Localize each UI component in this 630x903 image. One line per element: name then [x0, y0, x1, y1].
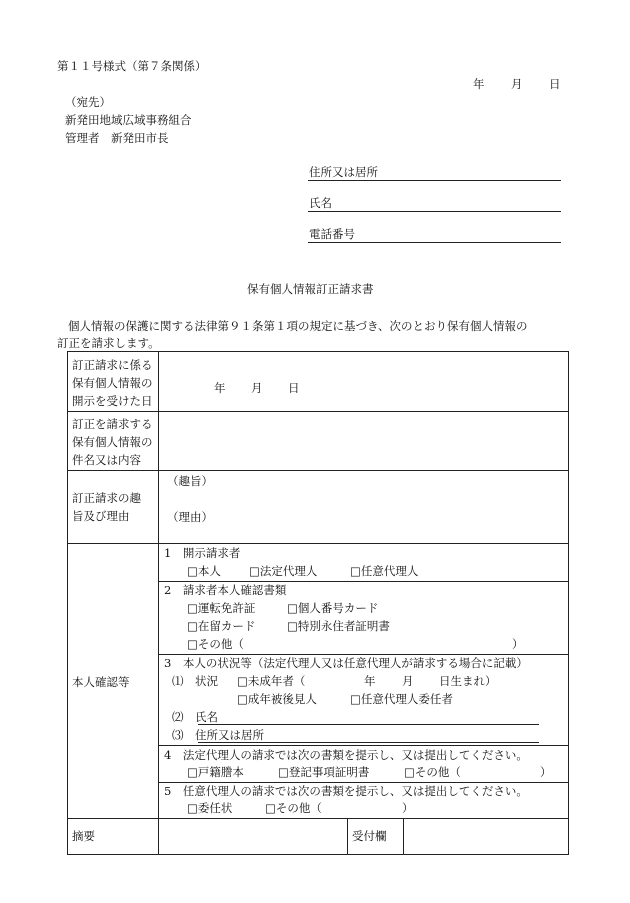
address-field-line[interactable] — [308, 180, 561, 181]
identity-s2-title: 2 請求者本人確認書類 — [164, 583, 287, 597]
document-title: 保有個人情報訂正請求書 — [247, 282, 374, 296]
checkbox-legal-representative[interactable]: □法定代理人 — [249, 564, 318, 578]
form-number: 第１１号様式（第７条関係） — [57, 59, 207, 73]
summary-field[interactable] — [160, 820, 345, 852]
s2-other-close-paren: ） — [512, 637, 524, 651]
s4-other-close-paren: ） — [540, 765, 552, 779]
checkbox-minor[interactable]: □未成年者（ — [237, 674, 306, 688]
s3-birth-year-label: 年 — [364, 674, 376, 688]
s3-name-field-line[interactable] — [198, 724, 539, 725]
checkbox-s2-other[interactable]: □その他（ — [187, 637, 244, 651]
purpose-reason-label: （理由） — [167, 510, 213, 524]
identity-label: 本人確認等 — [72, 675, 130, 689]
table-border-top — [67, 351, 569, 352]
s3-status-label: ⑴ 状況 — [172, 674, 218, 688]
table-border-right — [568, 351, 569, 854]
checkbox-voluntary-representative[interactable]: □任意代理人 — [350, 564, 419, 578]
reception-field[interactable] — [405, 820, 566, 852]
checkbox-power-of-attorney[interactable]: □委任状 — [187, 801, 233, 815]
summary-label: 摘要 — [72, 829, 95, 843]
purpose-label-line: 訂正請求の趣 — [72, 491, 141, 505]
disclosure-date-label-line: 保有個人情報の — [72, 376, 153, 390]
footer-divider-2 — [403, 818, 404, 854]
row-divider-2 — [67, 470, 569, 471]
identity-divider-4 — [158, 782, 569, 783]
identity-s5-title: 5 任意代理人の請求では次の書類を提示し、又は提出してください。 — [164, 784, 528, 798]
disclosure-date-label-line: 訂正請求に係る — [72, 358, 153, 372]
address-label: 住所又は居所 — [309, 165, 378, 179]
addressee-org: 新発田地域広域事務組合 — [65, 113, 192, 127]
identity-s1-title: 1 開示請求者 — [164, 546, 241, 560]
s3-address-field-line[interactable] — [198, 742, 539, 743]
info-name-label-line: 件名又は内容 — [72, 453, 141, 467]
identity-s3-title: 3 本人の状況等（法定代理人又は任意代理人が請求する場合に記載） — [164, 656, 528, 670]
checkbox-special-permanent-resident[interactable]: □特別永住者証明書 — [287, 619, 390, 633]
row-divider-1 — [67, 411, 569, 412]
table-label-divider — [158, 351, 159, 854]
checkbox-s4-other[interactable]: □その他（ — [404, 765, 461, 779]
table-border-left — [67, 351, 68, 854]
name-field-line[interactable] — [308, 211, 561, 212]
table-border-bottom — [67, 854, 569, 855]
disclosure-date-label — [72, 356, 153, 410]
checkbox-adult-ward[interactable]: □成年被後見人 — [237, 692, 317, 706]
identity-divider-3 — [158, 745, 569, 746]
info-name-label — [72, 415, 153, 469]
checkbox-voluntary-principal[interactable]: □任意代理人委任者 — [350, 692, 453, 706]
row-divider-4 — [67, 818, 569, 819]
purpose-label-line: 旨及び理由 — [72, 509, 130, 523]
identity-divider-1 — [158, 581, 569, 582]
checkbox-s5-other[interactable]: □その他（ — [265, 801, 322, 815]
info-name-label-line: 保有個人情報の — [72, 435, 153, 449]
checkbox-residence-card[interactable]: □在留カード — [187, 619, 256, 633]
date-month-label: 月 — [511, 77, 523, 91]
purpose-gist-label: （趣旨） — [167, 474, 213, 488]
row-divider-3 — [67, 543, 569, 544]
disclosure-date-label-line: 開示を受けた日 — [72, 394, 153, 408]
info-name-label-line: 訂正を請求する — [72, 417, 153, 431]
checkbox-registry-certificate[interactable]: □登記事項証明書 — [278, 765, 370, 779]
intro-line-2: 訂正を請求します。 — [57, 336, 160, 350]
s3-birth-month-label: 月 — [402, 674, 414, 688]
name-label: 氏名 — [309, 196, 332, 210]
s3-birth-day-label: 日生まれ） — [439, 674, 497, 688]
date-day-label: 日 — [549, 77, 561, 91]
phone-label: 電話番号 — [309, 227, 355, 241]
addressee-prefix: （宛先） — [65, 95, 111, 109]
date-year-label: 年 — [473, 77, 485, 91]
disclosure-day-label: 日 — [288, 381, 300, 395]
addressee-title: 管理者 新発田市長 — [65, 131, 169, 145]
purpose-label — [72, 489, 141, 525]
info-name-field[interactable] — [160, 413, 566, 468]
checkbox-koseki[interactable]: □戸籍謄本 — [187, 765, 244, 779]
s5-other-close-paren: ） — [402, 801, 414, 815]
s3-address-label: ⑶ 住所又は居所 — [172, 728, 264, 742]
checkbox-drivers-license[interactable]: □運転免許証 — [187, 601, 256, 615]
footer-divider-1 — [347, 818, 348, 854]
reception-label: 受付欄 — [352, 829, 387, 843]
s3-name-label: ⑵ 氏名 — [172, 710, 218, 724]
phone-field-line[interactable] — [308, 242, 561, 243]
checkbox-self[interactable]: □本人 — [187, 564, 221, 578]
disclosure-month-label: 月 — [251, 381, 263, 395]
intro-line-1: 個人情報の保護に関する法律第９１条第１項の規定に基づき、次のとおり保有個人情報の — [68, 319, 528, 333]
identity-s4-title: 4 法定代理人の請求では次の書類を提示し、又は提出してください。 — [164, 748, 528, 762]
disclosure-year-label: 年 — [214, 381, 226, 395]
checkbox-my-number-card[interactable]: □個人番号カード — [287, 601, 379, 615]
identity-divider-2 — [158, 654, 569, 655]
